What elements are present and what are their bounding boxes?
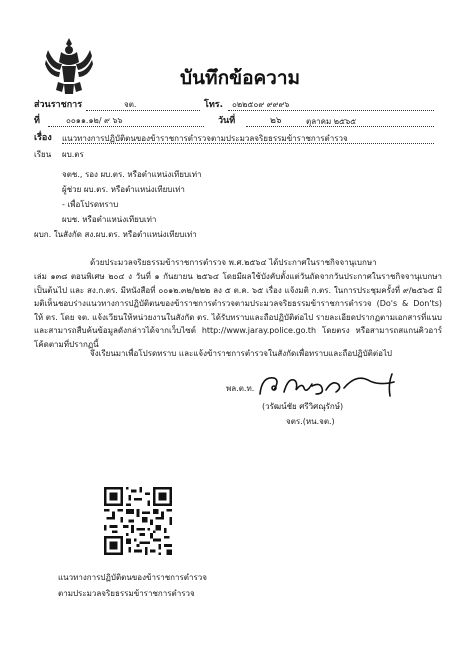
body-paragraph-first-line: ด้วยประมวลจริยธรรมข้าราชการตำรวจ พ.ศ.๒๕๖๔ ได้ประกาศในราชกิจจานุเบกษา [90, 258, 377, 267]
phone-label: โทร. [204, 100, 224, 110]
to-label: เรียน [34, 150, 52, 159]
qr-code-icon [104, 487, 172, 555]
signer-rank: พล.ต.ท. [226, 384, 255, 393]
handwritten-signature [252, 366, 412, 402]
subject-label: เรื่อง [34, 133, 52, 143]
signer-position: จตร.(หน.จต.) [286, 417, 335, 426]
body-paragraph: เล่ม ๑๓๘ ตอนพิเศษ ๒๐๔ ง วันที่ ๑ กันยายน ๒๕๖๔ โดยมีผลใช้บังคับตั้งแต่วันถัดจากวันประกาศในราชกิจจานุเบกษาเป็นต้นไป และ สง.ก.ตร. มีหนังสือที่ ๐๐๑๒.๓๒/๒๒๒ ลง ๕ ต.ค. ๖๕ เรื่อง แจ้งมติ ก.ตร. ในการประชุมครั้งที่ ๙/๒๕๖๕ มีมติเห็นชอบร่างแนวทางการปฏิบัติตนของข้าราชการตำรวจตามประมวลจริยธรรมข้าราชการตำรวจ (Do's & Don'ts) ให้ ตร. โดย จต. แจ้งเวียนให้หน่วยงานในสังกัด ตร. ได้รับทราบและถือปฏิบัติต่อไป รายละเอียดปรากฏตามเอกสารที่แนบ และสามารถสืบค้นข้อมูลดังกล่าวได้จากเว็บไซต์ http://www.jaray.police.go.th โดยตรง หรือสามารถสแกนคิวอาร์โค้ดตามที่ปรากฏนี้ [34, 272, 442, 349]
to-value: ผบ.ตร [62, 150, 84, 159]
recipient-item: ผบก. ในสังกัด สง.ผบ.ตร. หรือตำแหน่งเทียบเท่า [34, 230, 197, 239]
date-month-year: ตุลาคม ๒๕๖๕ [306, 117, 357, 126]
recipient-item: จตช., รอง ผบ.ตร. หรือตำแหน่งเทียบเท่า [62, 170, 202, 179]
recipient-item: ผบช. หรือตำแหน่งเทียบเท่า [62, 215, 157, 224]
date-label: วันที่ [218, 116, 236, 126]
recipient-item: ผู้ช่วย ผบ.ตร. หรือตำแหน่งเทียบเท่า [62, 185, 185, 194]
closing-paragraph: จึงเรียนมาเพื่อโปรดทราบ และแจ้งข้าราชการตำรวจในสังกัดเพื่อทราบและถือปฏิบัติต่อไป [90, 349, 392, 358]
document-title: บันทึกข้อความ [180, 67, 301, 89]
qr-caption-line1: แนวทางการปฏิบัติตนของข้าราชการตำรวจ [58, 573, 207, 582]
ref-value: ๐๐๑๑.๑๒/ ๙ ๖๖ [66, 116, 123, 125]
qr-caption-line2: ตามประมวลจริยธรรมข้าราชการตำรวจ [58, 589, 195, 598]
phone-value: ๐๒๒๕๐๙ ๙๙๙๖ [232, 100, 290, 109]
agency-value: จต. [124, 100, 137, 109]
ref-label: ที่ [34, 116, 40, 126]
garuda-emblem-icon [44, 36, 94, 98]
agency-label: ส่วนราชการ [34, 100, 83, 110]
recipient-item: - เพื่อโปรดทราบ [62, 200, 119, 209]
date-day: ๒๖ [270, 116, 282, 126]
subject-value: แนวทางการปฏิบัติตนของข้าราชการตำรวจตามประมวลจริยธรรมข้าราชการตำรวจ [62, 134, 348, 143]
signer-name: (วรัฒน์ชัย ศรีวิศณุรักษ์) [262, 402, 344, 411]
